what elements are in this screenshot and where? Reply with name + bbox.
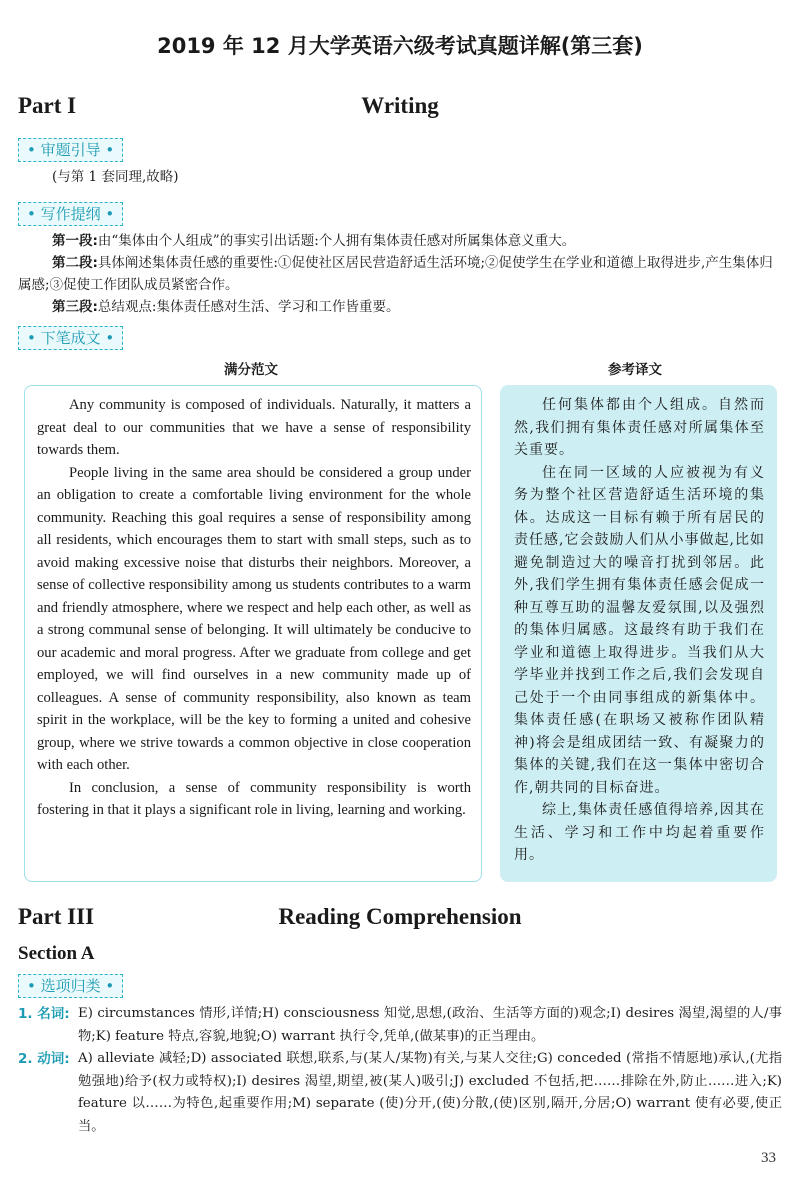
essay-paragraph-2: People living in the same area should be considered a group under an obligation to create a comfortable living environment for the whole community. Reaching this goal requires a sense of responsibility among all residents, which encourages them to start with small steps, such as to avoid making excessive noise that disturbs their neighbors. Moreover, a sense of collective responsibility among us students contributes to a warm and friendly atmosphere, where we respect and help each other, as well as a strong communal sense of belonging. It will ultimately be conducive to our academic and moral progress. After we graduate from college and get employed, we will find ourselves in a new community made up of colleagues. A sense of community responsibility, also known as team spirit in the workplace, will be the key to forming a united and cohesive group, where we strive towards a common objective in close cooperation with each other.: [37, 464, 471, 773]
translation-paragraph-1: 任何集体都由个人组成。自然而然,我们拥有集体责任感对所属集体至关重要。: [514, 397, 765, 458]
page-number: 33: [761, 1150, 776, 1166]
part-3-header: [18, 904, 782, 934]
vocab-label-nouns: 1. 名词:: [18, 1006, 70, 1022]
outline-para-1: [18, 230, 782, 252]
tag-option-classify: • 选项归类 •: [18, 974, 123, 998]
outline-para-2: [18, 252, 782, 296]
vocab-label-verbs: 2. 动词:: [18, 1051, 70, 1067]
vocab-text-nouns: E) circumstances 情形,详情;H) consciousness 知觉,思想,(政治、生活等方面的)观念;I) desires 渴望,渴望的人/事物;K) feature 特点,容貌,地貌;O) warrant 执行令,凭单,(做某事)的正当理由。: [78, 1006, 782, 1044]
vocab-group-verbs: [18, 1048, 782, 1138]
guide-note: (与第 1 套同理,故略): [52, 169, 179, 185]
outline-text-2: 具体阐述集体责任感的重要性:①促使社区居民营造舒适生活环境;②促使学生在学业和道德上取得进步,产生集体归属感;③促使工作团队成员紧密合作。: [18, 255, 773, 293]
vocab-text-verbs: A) alleviate 减轻;D) associated 联想,联系,与(某人/某物)有关,与某人交往;G) conceded (常指不情愿地)承认,(尤指勉强地)给予(权力或特权);I) desires 渴望,期望,被(某人)吸引;J) excluded 不包括,把……排除在外,防止……进入;K) feature 以……为特色,起重要作用;M) separate (使)分开,(使)分散,(使)区别,隔开,分居;O) warrant 使有必要,使正当。: [78, 1051, 782, 1134]
page-title: 2019 年 12 月大学英语六级考试真题详解(第三套): [157, 34, 643, 58]
part-1-title: Writing: [361, 93, 439, 118]
outline-para-3: [18, 296, 782, 318]
outline-label-3: 第三段:: [52, 299, 98, 315]
essay-paragraph-1: Any community is composed of individuals. Naturally, it matters a great deal to our communities that we have a sense of responsibility towards them.: [37, 397, 471, 458]
essay-heading: 满分范文: [224, 362, 278, 378]
tag-review-guide: • 审题引导 •: [18, 138, 123, 162]
essay-paragraph-3: In conclusion, a sense of community responsibility is worth fostering in that it plays a significant role in living, learning and working.: [37, 779, 471, 818]
part-1-header: [18, 93, 782, 123]
outline-text-1: 由“集体由个人组成”的事实引出话题:个人拥有集体责任感对所属集体意义重大。: [97, 233, 576, 249]
translation-paragraph-2: 住在同一区域的人应被视为有义务为整个社区营造舒适生活环境的集体。达成这一目标有赖于所有居民的责任感,它会鼓励人们从小事做起,比如避免制造过大的噪音打扰到邻居。此外,我们学生拥有集体责任感会促成一种互尊互助的温馨友爱氛围,以及强烈的集体归属感。这最终有助于我们在学业和道德上取得进步。当我们从大学毕业并找到工作之后,我们会发现自己处于一个由同事组成的新集体中。集体责任感(在职场又被称作团队精神)将会是组成团结一致、有凝聚力的集体的关键,我们在这一集体中密切合作,朝共同的目标奋进。: [514, 464, 765, 796]
tag-write-essay: • 下笔成文 •: [18, 326, 123, 350]
outline-label-2: 第二段:: [52, 255, 98, 271]
model-essay-box: [24, 385, 482, 882]
part-3-label: Part III: [18, 904, 95, 929]
outline-block: [18, 230, 782, 318]
translation-paragraph-3: 综上,集体责任感值得培养,因其在生活、学习和工作中均起着重要作用。: [514, 802, 765, 863]
part-1-label: Part I: [18, 93, 77, 118]
outline-text-3: 总结观点:集体责任感对生活、学习和工作皆重要。: [97, 299, 400, 315]
vocab-group-nouns: [18, 1003, 782, 1048]
outline-label-1: 第一段:: [52, 233, 98, 249]
tag-writing-outline: • 写作提纲 •: [18, 202, 123, 226]
translation-box: [500, 385, 777, 882]
part-3-title: Reading Comprehension: [278, 904, 522, 929]
translation-heading: 参考译文: [608, 362, 662, 378]
section-a-heading: Section A: [18, 943, 95, 964]
